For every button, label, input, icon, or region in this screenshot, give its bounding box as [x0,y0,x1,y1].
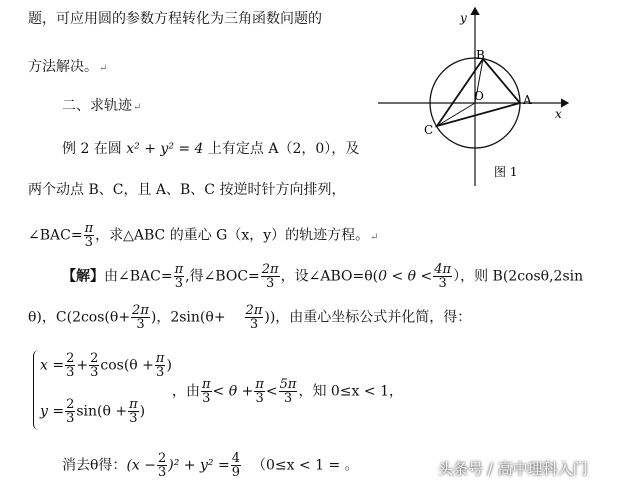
solution-text-c: ，设∠ABO=θ( [280,268,379,285]
segment-oc [437,103,475,126]
origin-label: O [474,89,484,103]
condition-line: ，由 $\frac{\pi}{3}$ < θ + $\frac{\pi}{3}$ < $\frac{5\pi}{3}$ ，知 0≤x < 1， [172,377,403,406]
line2-text: 方法解决。 [28,59,98,75]
line7-text-a: θ)，C(2cos(θ+ [28,309,131,326]
return-mark: ↵ [133,102,142,113]
line7-text-c: ))，由重心坐标公式并化简，得： [264,309,472,326]
circle-equation: x² + y² = 4 [126,141,204,157]
watermark: 头条号 / 高中理科入门 [438,460,588,478]
text-line-1 [28,10,322,28]
solution-text-b: ,得∠BOC= [185,268,260,285]
system-eq-x: x = $\frac{2}{3}$ + $\frac{2}{3}$ cos(θ + $\frac{\pi}{3}$ ) [40,351,172,380]
line5-text: ，求△ABC 的重心 G（x，y）的轨迹方程。 [95,227,370,244]
elimination-line: 消去θ得：(x − $\frac{2}{3}$ )² + y² = $\frac{4}{9}$ （0≤x < 1 = 。 [62,451,359,480]
text-line-4 [28,181,345,199]
fraction-2pi-3: $\frac{2\pi}{3}$ [245,303,263,332]
figure-caption: 图 1 [494,165,518,179]
y-axis-label: y [460,11,467,25]
angle-bac-label: ∠BAC= [28,227,83,244]
point-c-label: C [424,123,434,137]
fraction-pi-3: $\frac{\pi}{3}$ [174,262,184,291]
text-line-5 [28,222,379,249]
return-mark: ↵ [99,63,108,74]
point-a-label: A [523,93,532,107]
solution-text-e: ），则 B(2cosθ,2sin [453,268,584,285]
solution-text-a: 由∠BAC= [104,268,173,285]
solution-line [62,263,583,290]
section-text: 二、求轨迹 [62,98,132,114]
point-b-label: B [476,48,485,62]
example-label: 例 2 在圆 [62,141,122,157]
fraction-2pi-3: $\frac{2\pi}{3}$ [261,262,279,291]
text-line-7 [28,304,471,331]
text-line-2 [28,58,107,78]
section-heading [62,97,141,117]
line1-text: 题，可应用圆的参数方程转化为三角函数问题的 [28,11,322,27]
solution-tag: 【解】 [62,268,104,285]
return-mark: ↵ [370,231,379,243]
fraction-pi-3: $\frac{\pi}{3}$ [84,221,94,250]
system-eq-y: y = $\frac{2}{3}$ sin(θ + $\frac{\pi}{3}$ ) [40,397,146,426]
example-line [62,140,359,158]
x-axis-label: x [555,107,562,121]
theta-range: 0 < θ < [378,268,433,285]
example-text: 上有定点 A（2，0），及 [207,141,360,157]
line4-text: 两个动点 B、C，且 A、B、C 按逆时针方向排列， [28,182,346,198]
fraction-4pi-3: $\frac{4\pi}{3}$ [434,262,452,291]
fraction-2pi-3: $\frac{2\pi}{3}$ [132,303,149,332]
system-brace [33,350,40,430]
circle-figure [370,6,580,186]
line7-text-b: )，2sin(θ+ [150,309,226,326]
